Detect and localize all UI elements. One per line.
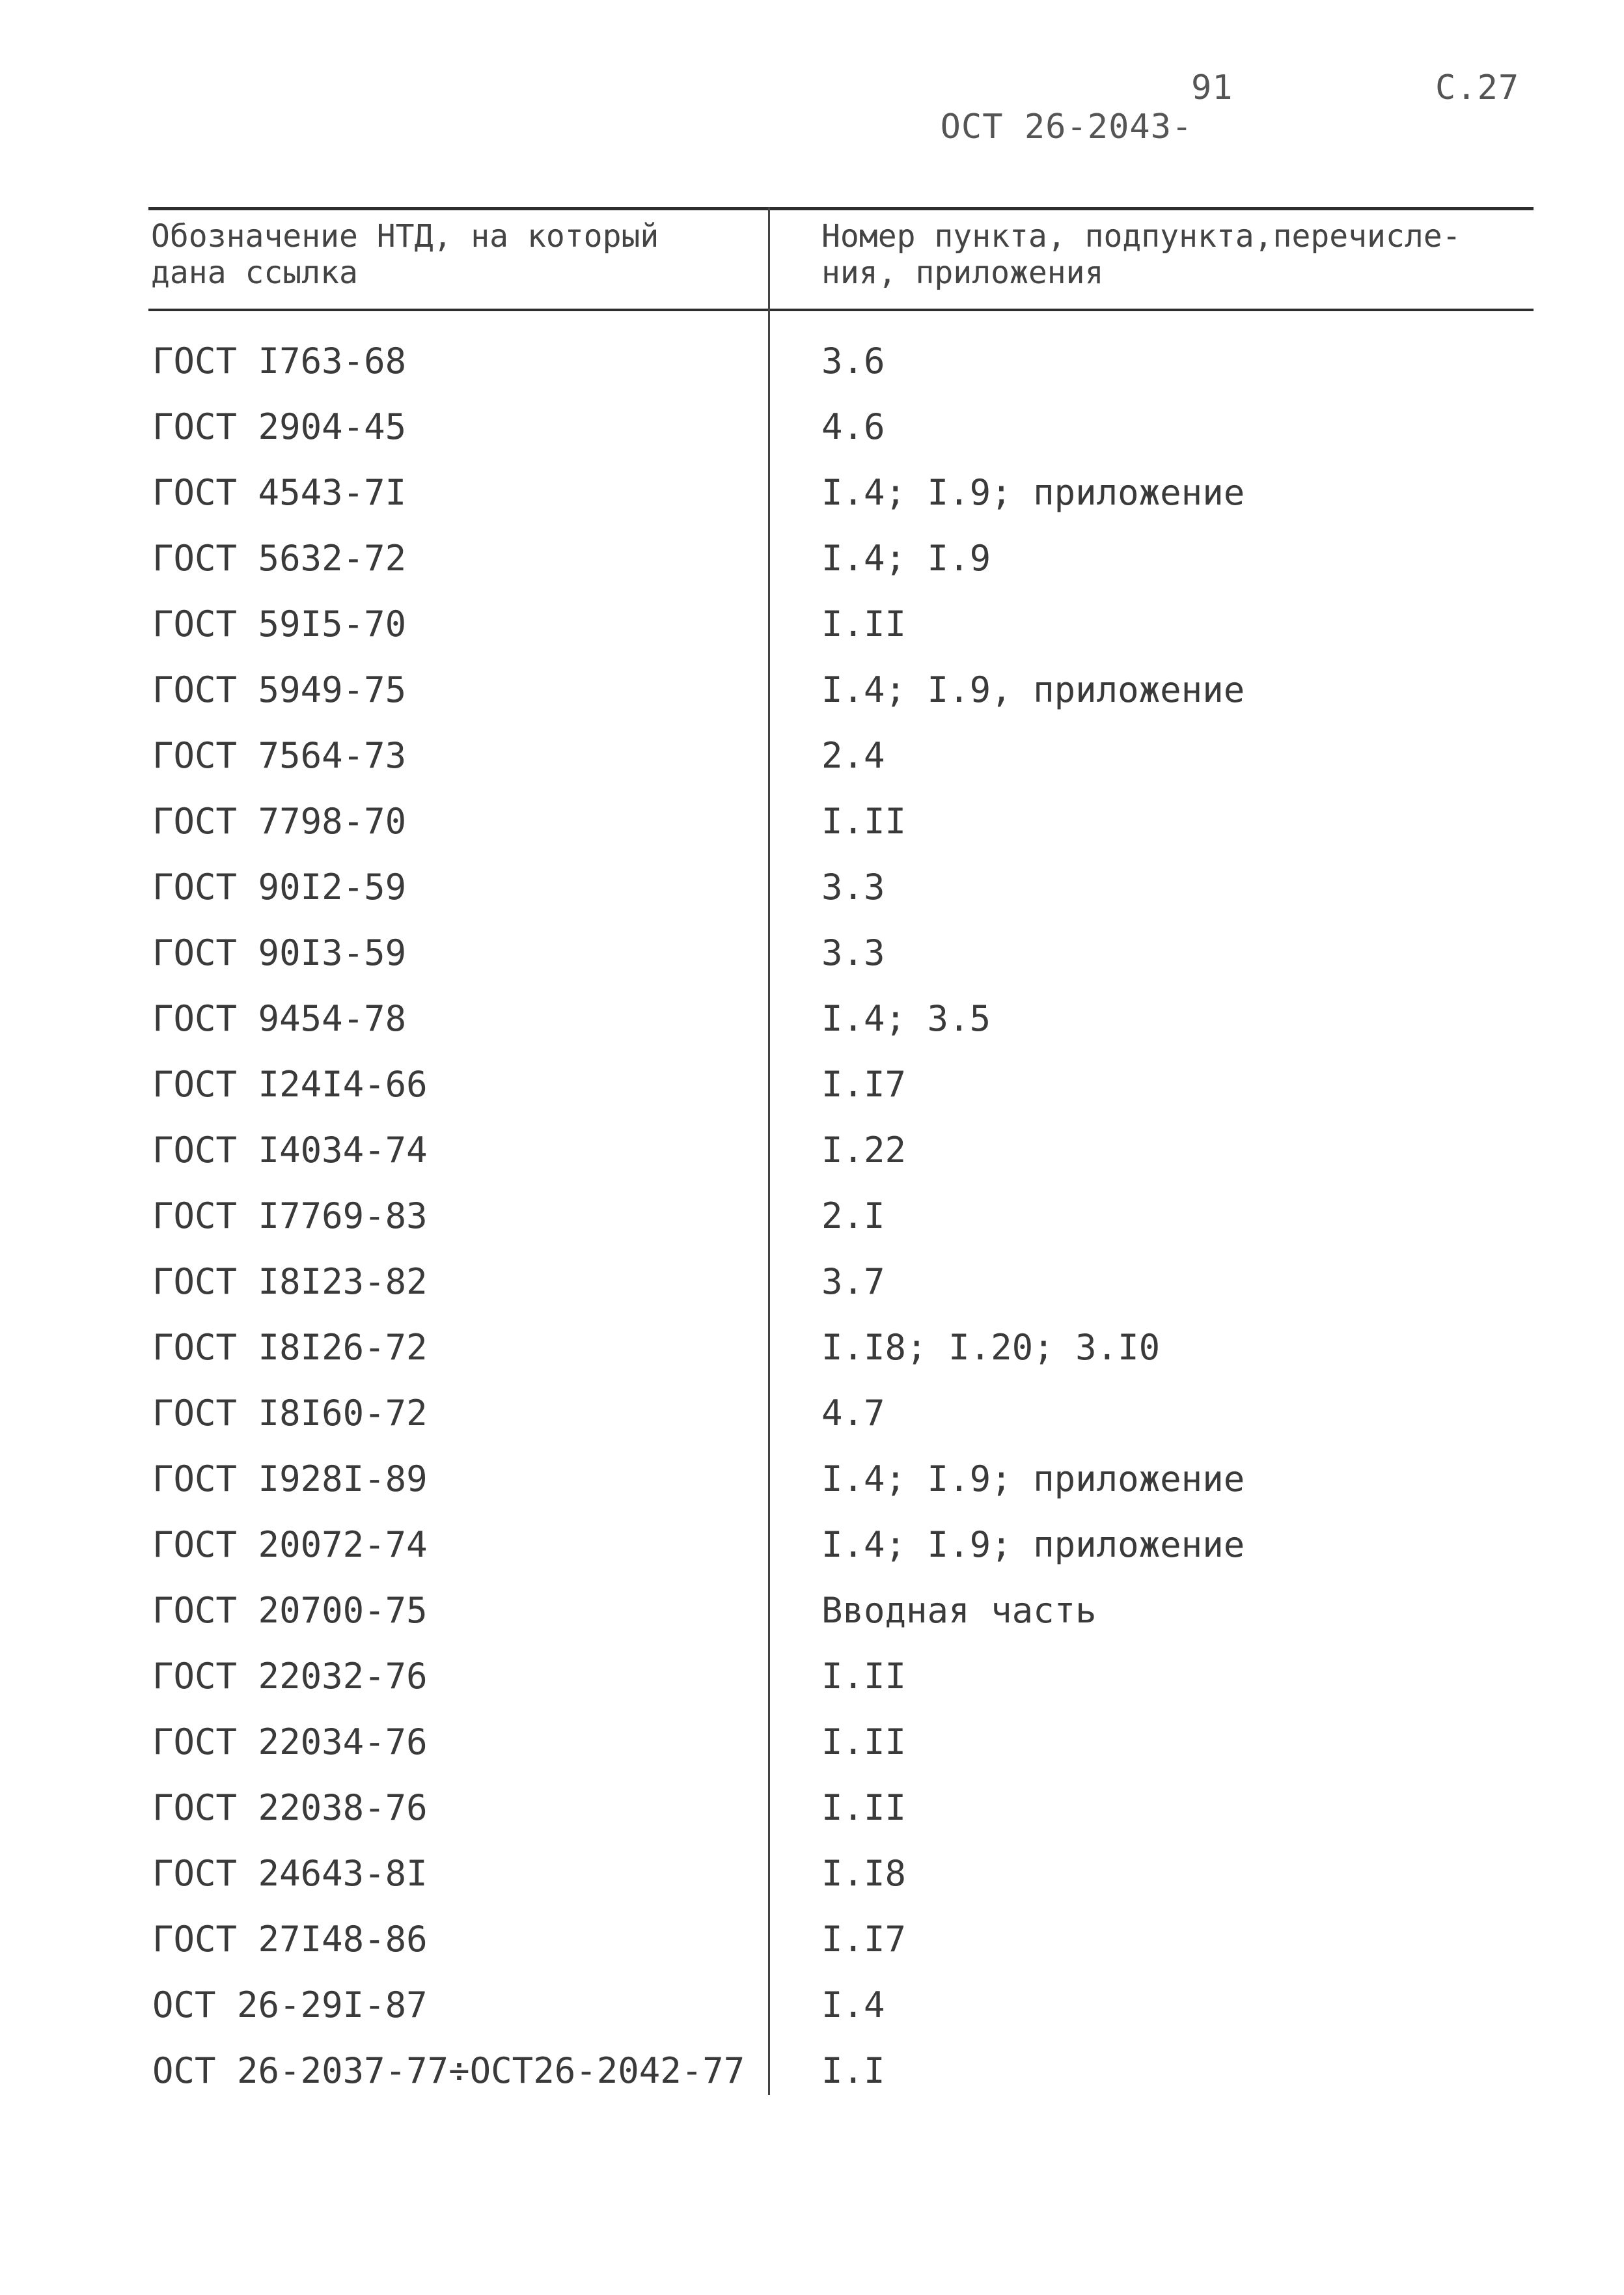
table-row [0,1844,1624,1910]
table-row [0,1121,1624,1187]
document-designation: ГОСТ 27I48-86 [152,1919,428,1960]
clause-reference: I.I [821,2050,885,2091]
document-designation: ГОСТ 59I5-70 [152,604,407,645]
document-designation: ГОСТ 7564-73 [152,735,407,776]
table-header-rule [148,309,1534,311]
clause-reference: I.4; I.9; приложение [821,472,1245,513]
reference-table-body [0,332,1624,2107]
table-top-rule [148,207,1534,210]
clause-reference: 3.3 [821,932,885,973]
clause-reference: I.II [821,1721,907,1762]
table-row [0,332,1624,398]
table-row [0,858,1624,924]
clause-reference: I.4; 3.5 [821,998,991,1039]
column-header-document: Обозначение НТД, на который дана ссылка [151,218,659,291]
clause-reference: I.4 [821,1984,885,2025]
document-designation: ГОСТ I7769-83 [152,1195,428,1236]
table-row [0,792,1624,858]
clause-reference: I.I8; I.20; 3.I0 [821,1327,1161,1368]
table-row [0,595,1624,661]
table-row [0,1187,1624,1253]
table-row [0,924,1624,990]
table-row [0,1779,1624,1844]
document-designation: ГОСТ 2904-45 [152,406,407,447]
clause-reference: 4.6 [821,406,885,447]
clause-reference: I.22 [821,1130,907,1171]
clause-reference: Вводная часть [821,1590,1097,1631]
document-designation: ГОСТ 5632-72 [152,538,407,579]
table-row [0,1516,1624,1581]
clause-reference: 4.7 [821,1393,885,1434]
clause-reference: I.I8 [821,1853,907,1894]
document-designation: ГОСТ 90I2-59 [152,867,407,908]
document-designation: ГОСТ 9454-78 [152,998,407,1039]
clause-reference: I.4; I.9, приложение [821,669,1245,710]
clause-reference: I.II [821,1787,907,1828]
table-row [0,1910,1624,1976]
table-row [0,1055,1624,1121]
clause-reference: I.I7 [821,1064,907,1105]
document-designation: ГОСТ 90I3-59 [152,932,407,973]
document-designation: ГОСТ I8I23-82 [152,1261,428,1302]
clause-reference: I.I7 [821,1919,907,1960]
table-row [0,2042,1624,2107]
clause-reference: I.II [821,1656,907,1697]
table-row [0,990,1624,1055]
table-row [0,1450,1624,1516]
table-row [0,1976,1624,2042]
page-header [898,68,1520,225]
clause-reference: I.4; I.9; приложение [821,1524,1245,1565]
document-designation: ГОСТ 4543-7I [152,472,407,513]
document-designation: ГОСТ 22034-76 [152,1721,428,1762]
document-designation: ГОСТ I928I-89 [152,1458,428,1499]
clause-reference: 3.3 [821,867,885,908]
clause-reference: I.II [821,604,907,645]
document-designation: ГОСТ 20072-74 [152,1524,428,1565]
document-designation: ГОСТ 20700-75 [152,1590,428,1631]
document-designation: ГОСТ 22038-76 [152,1787,428,1828]
document-designation: ГОСТ I24I4-66 [152,1064,428,1105]
header-standard: ОСТ 26-2043- [940,107,1193,146]
document-designation: ОСТ 26-2037-77÷ОСТ26-2042-77 [152,2050,745,2091]
table-row [0,727,1624,792]
document-designation: ГОСТ I8I60-72 [152,1393,428,1434]
clause-reference: 3.7 [821,1261,885,1302]
table-row [0,1647,1624,1713]
column-header-reference: Номер пункта, подпункта,перечисле- ния, приложения [821,218,1461,291]
document-designation: ГОСТ 24643-8I [152,1853,428,1894]
table-row [0,398,1624,464]
table-row [0,1384,1624,1450]
table-row [0,1713,1624,1779]
table-row [0,529,1624,595]
clause-reference: I.4; I.9 [821,538,991,579]
clause-reference: I.II [821,801,907,842]
table-row [0,1581,1624,1647]
clause-reference: 2.4 [821,735,885,776]
document-designation: ГОСТ 7798-70 [152,801,407,842]
table-row [0,1318,1624,1384]
document-designation: ГОСТ 22032-76 [152,1656,428,1697]
clause-reference: I.4; I.9; приложение [821,1458,1245,1499]
document-designation: ГОСТ 5949-75 [152,669,407,710]
header-year: 91 [1191,68,1233,107]
table-row [0,1253,1624,1318]
clause-reference: 2.I [821,1195,885,1236]
table-row [0,464,1624,529]
table-row [0,661,1624,727]
document-designation: ОСТ 26-29I-87 [152,1984,428,2025]
header-page-number: С.27 [1435,68,1520,107]
document-designation: ГОСТ I8I26-72 [152,1327,428,1368]
clause-reference: 3.6 [821,341,885,382]
document-designation: ГОСТ I4034-74 [152,1130,428,1171]
document-designation: ГОСТ I763-68 [152,341,407,382]
